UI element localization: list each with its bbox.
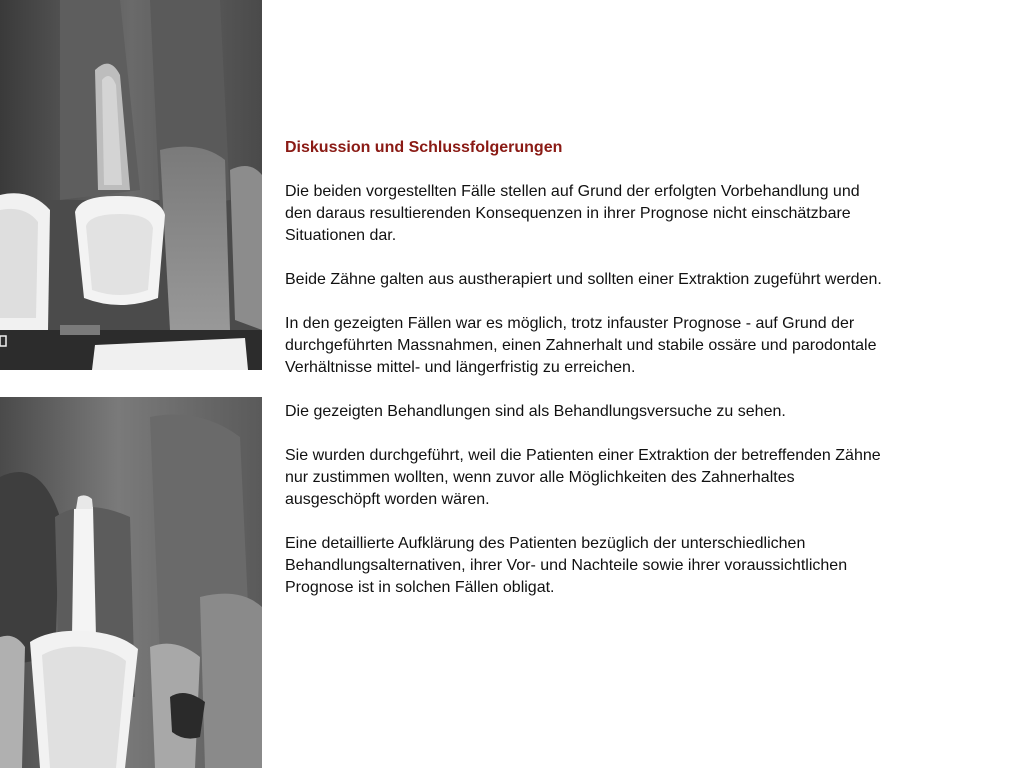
paragraph-5: Sie wurden durchgeführt, weil die Patienten einer Extraktion der betreffenden Zähne nur zustimmen wollten, wenn zuvor alle Möglichkeiten des Zahnerhaltes ausgeschöpft worden wären. xyxy=(285,447,881,508)
paragraph-4: Die gezeigten Behandlungen sind als Behandlungsversuche zu sehen. xyxy=(285,403,786,420)
paragraph-6: Eine detaillierte Aufklärung des Patienten bezüglich der unterschiedlichen Behandlungsalternativen, ihrer Vor- und Nachteile sowie ihrer voraussichtlichen Prognose ist in solchen Fällen obligat. xyxy=(285,535,848,596)
dental-xray-image-bottom xyxy=(0,397,262,768)
paragraph-1: Die beiden vorgestellten Fälle stellen auf Grund der erfolgten Vorbehandlung und den daraus resultierenden Konsequenzen in ihrer Prognose nicht einschätzbare Situationen dar. xyxy=(285,183,860,244)
dental-xray-image-top xyxy=(0,0,262,370)
section-heading: Diskussion und Schlussfolgerungen xyxy=(285,139,563,156)
discussion-section xyxy=(285,137,985,621)
paragraph-2: Beide Zähne galten aus austherapiert und sollten einer Extraktion zugeführt werden. xyxy=(285,271,882,288)
paragraph-3: In den gezeigten Fällen war es möglich, trotz infauster Prognose - auf Grund der durchgeführten Massnahmen, einen Zahnerhalt und stabile ossäre und parodontale Verhältnisse mittel- und längerfristig zu erreichen. xyxy=(285,315,877,376)
